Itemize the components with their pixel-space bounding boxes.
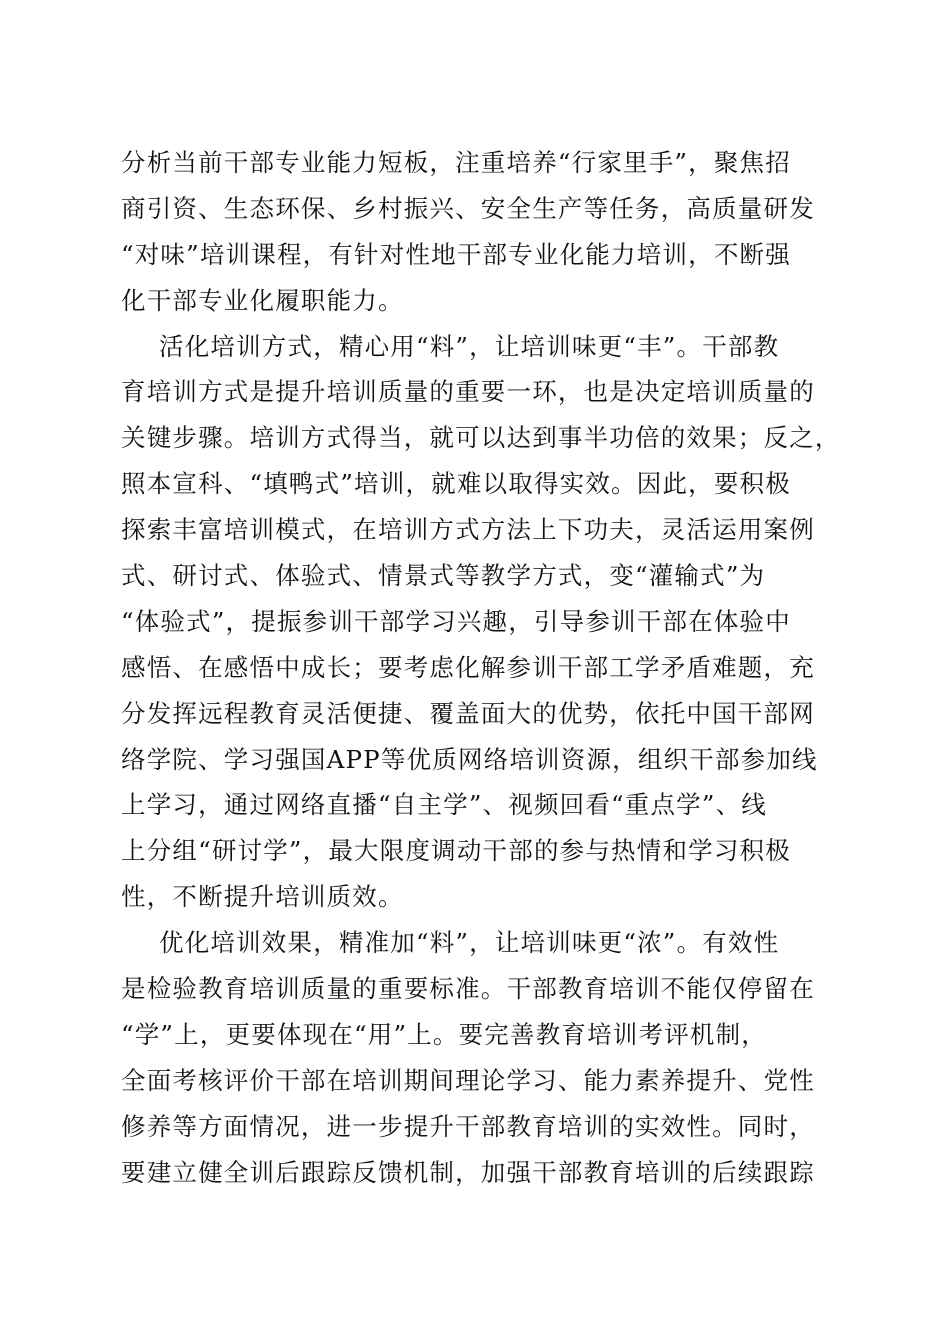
- text-line: 络学院、学习强国APP等优质网络培训资源，组织干部参加线: [121, 744, 818, 774]
- document-body: [121, 140, 841, 1195]
- text-line: 要建立健全训后跟踪反馈机制，加强干部教育培训的后续跟踪: [121, 1157, 815, 1187]
- text-line: 育培训方式是提升培训质量的重要一环，也是决定培训质量的: [121, 377, 815, 407]
- text-line: 探索丰富培训模式，在培训方式方法上下功夫，灵活运用案例: [121, 515, 815, 545]
- text-line: 修养等方面情况，进一步提升干部教育培训的实效性。同时，: [121, 1111, 815, 1141]
- text-line: “体验式”，提振参训干部学习兴趣，引导参训干部在体验中: [121, 606, 791, 636]
- text-line: 是检验教育培训质量的重要标准。干部教育培训不能仅停留在: [121, 974, 815, 1004]
- text-line: 上分组“研讨学”，最大限度调动干部的参与热情和学习积极: [121, 836, 791, 866]
- text-line: “对味”培训课程，有针对性地干部专业化能力培训，不断强: [121, 239, 791, 269]
- text-line: 分发挥远程教育灵活便捷、覆盖面大的优势，依托中国干部网: [121, 698, 815, 728]
- text-line: 关键步骤。培训方式得当，就可以达到事半功倍的效果；反之，: [121, 423, 841, 453]
- text-line: 分析当前干部专业能力短板，注重培养“行家里手”，聚焦招: [121, 148, 791, 177]
- text-line: 商引资、生态环保、乡村振兴、安全生产等任务，高质量研发: [121, 193, 815, 223]
- text-line: 感悟、在感悟中成长；要考虑化解参训干部工学矛盾难题，充: [121, 652, 815, 682]
- text-line: “学”上，更要体现在“用”上。要完善教育培训考评机制，: [121, 1019, 767, 1049]
- text-line: 化干部专业化履职能力。: [121, 285, 404, 315]
- text-line: 全面考核评价干部在培训期间理论学习、能力素养提升、党性: [121, 1065, 815, 1095]
- paragraph-heading-line: 优化培训效果，精准加“料”，让培训味更“浓”。有效性: [159, 928, 780, 958]
- text-line: 式、研讨式、体验式、情景式等教学方式，变“灌输式”为: [121, 561, 766, 591]
- paragraph-heading-line: 活化培训方式，精心用“料”，让培训味更“丰”。干部教: [159, 331, 780, 361]
- text-line: 上学习，通过网络直播“自主学”、视频回看“重点学”、线: [121, 790, 767, 820]
- text-line: 性，不断提升培训质效。: [121, 882, 404, 912]
- text-line: 照本宣科、“填鸭式”培训，就难以取得实效。因此，要积极: [121, 469, 791, 499]
